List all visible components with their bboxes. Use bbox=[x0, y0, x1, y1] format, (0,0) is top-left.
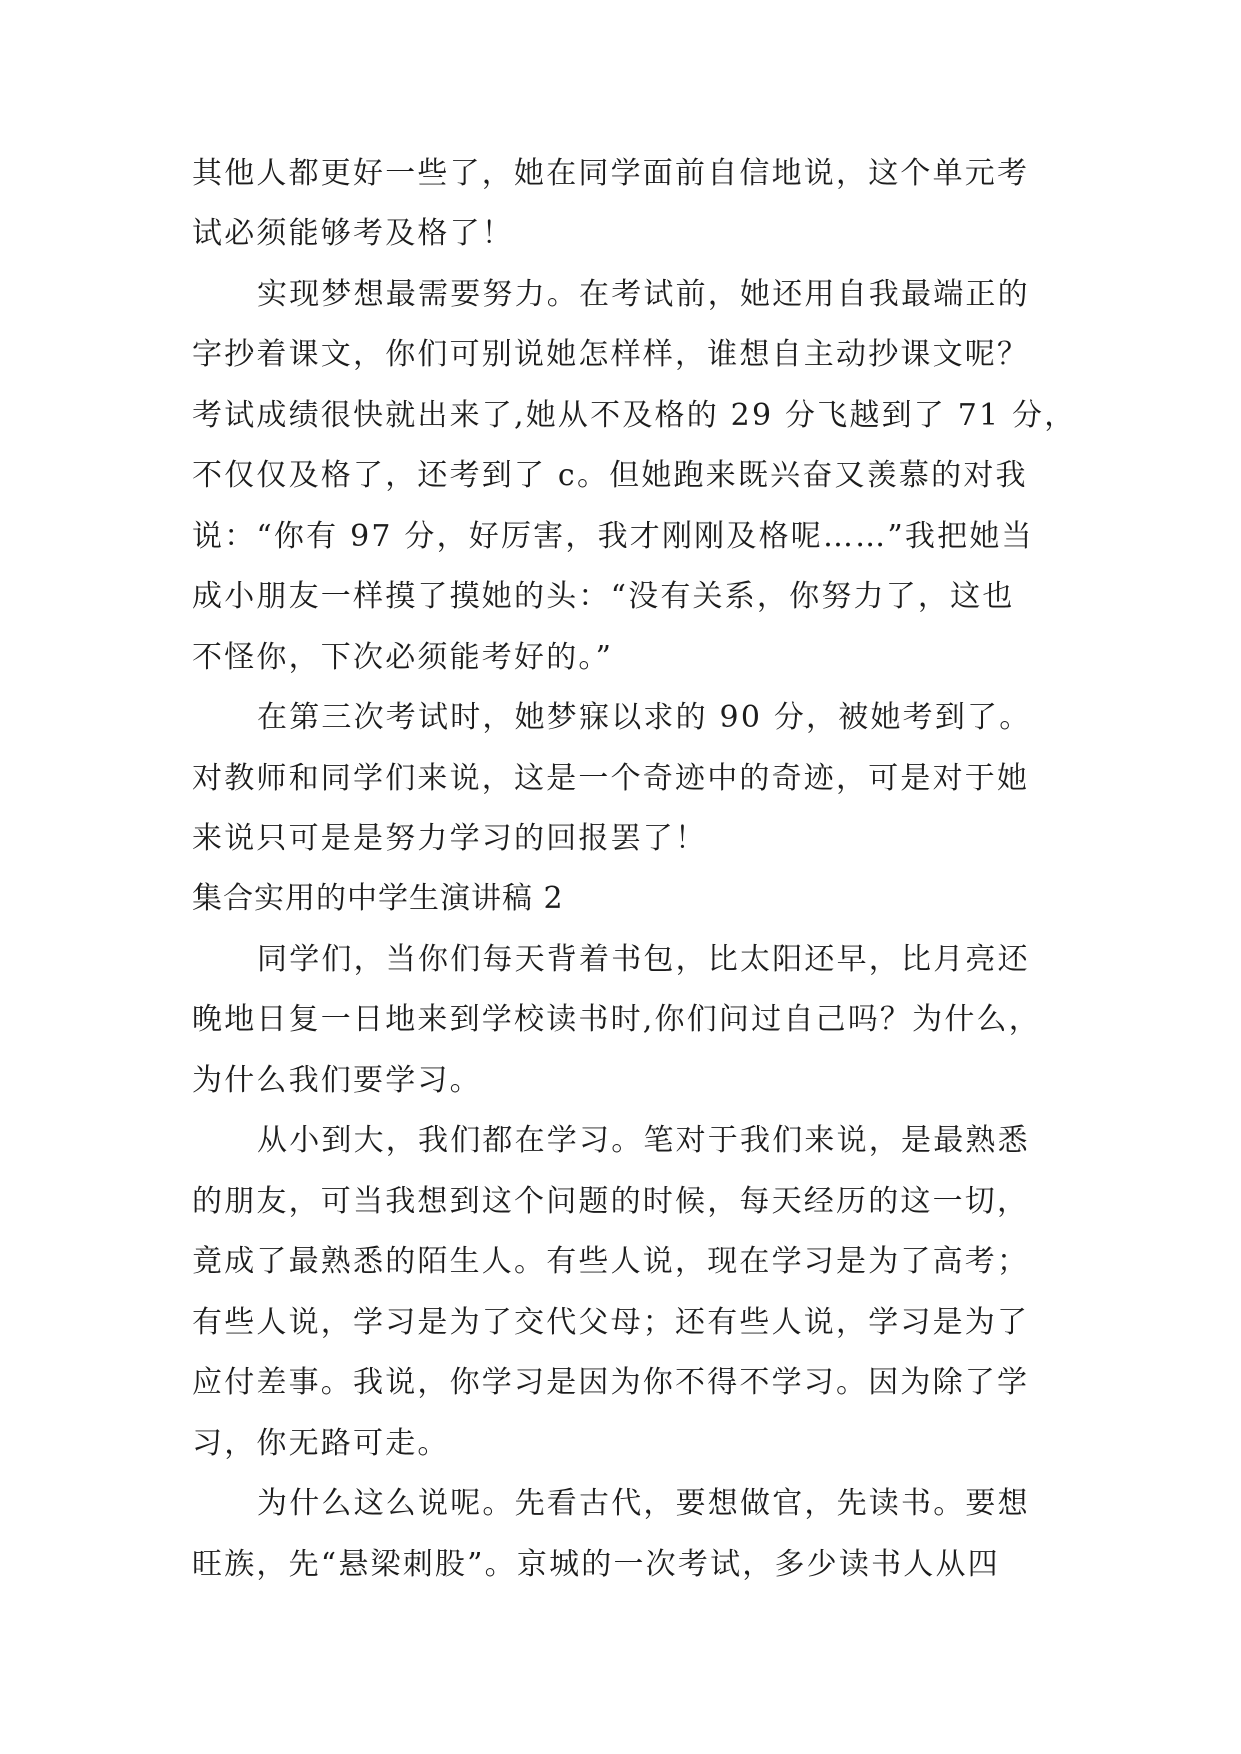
text-line: 成小朋友一样摸了摸她的头：“没有关系，你努力了，这也 bbox=[192, 579, 1015, 614]
text-line: 不怪你，下次必须能考好的。” bbox=[192, 640, 614, 675]
text-line: 对教师和同学们来说，这是一个奇迹中的奇迹，可是对于她 bbox=[192, 761, 1030, 796]
paragraph-first-line: 为什么这么说呢。先看古代，要想做官，先读书。要想 bbox=[257, 1486, 1030, 1521]
section-heading: 集合实用的中学生演讲稿 2 bbox=[192, 881, 564, 916]
text-line: 晚地日复一日地来到学校读书时,你们问过自己吗？为什么， bbox=[192, 1002, 1041, 1037]
paragraph-first-line: 从小到大，我们都在学习。笔对于我们来说，是最熟悉 bbox=[257, 1123, 1030, 1158]
text-line: 应付差事。我说，你学习是因为你不得不学习。因为除了学 bbox=[192, 1365, 1030, 1400]
text-line: 有些人说，学习是为了交代父母；还有些人说，学习是为了 bbox=[192, 1305, 1030, 1340]
text-line: 为什么我们要学习。 bbox=[192, 1063, 482, 1098]
text-line: 其他人都更好一些了，她在同学面前自信地说，这个单元考 bbox=[192, 156, 1030, 191]
text-line: 旺族，先“悬梁刺股”。京城的一次考试，多少读书人从四 bbox=[192, 1547, 1000, 1582]
text-line: 说：“你有 97 分，好厉害，我才刚刚及格呢……”我把她当 bbox=[192, 519, 1034, 554]
text-line: 的朋友，可当我想到这个问题的时候，每天经历的这一切， bbox=[192, 1184, 1030, 1219]
text-line: 试必须能够考及格了！ bbox=[192, 216, 514, 251]
text-line: 习，你无路可走。 bbox=[192, 1426, 450, 1461]
text-line: 来说只可是是努力学习的回报罢了！ bbox=[192, 821, 708, 856]
text-line: 字抄着课文，你们可别说她怎样样，谁想自主动抄课文呢？ bbox=[192, 337, 1030, 372]
paragraph-first-line: 在第三次考试时，她梦寐以求的 90 分，被她考到了。 bbox=[257, 700, 1032, 735]
paragraph-first-line: 实现梦想最需要努力。在考试前，她还用自我最端正的 bbox=[257, 277, 1030, 312]
text-line: 不仅仅及格了，还考到了 c。但她跑来既兴奋又羡慕的对我 bbox=[192, 458, 1028, 493]
paragraph-first-line: 同学们，当你们每天背着书包，比太阳还早，比月亮还 bbox=[257, 942, 1030, 977]
text-line: 考试成绩很快就出来了,她从不及格的 29 分飞越到了 71 分， bbox=[192, 398, 1077, 433]
text-line: 竟成了最熟悉的陌生人。有些人说，现在学习是为了高考； bbox=[192, 1244, 1030, 1279]
